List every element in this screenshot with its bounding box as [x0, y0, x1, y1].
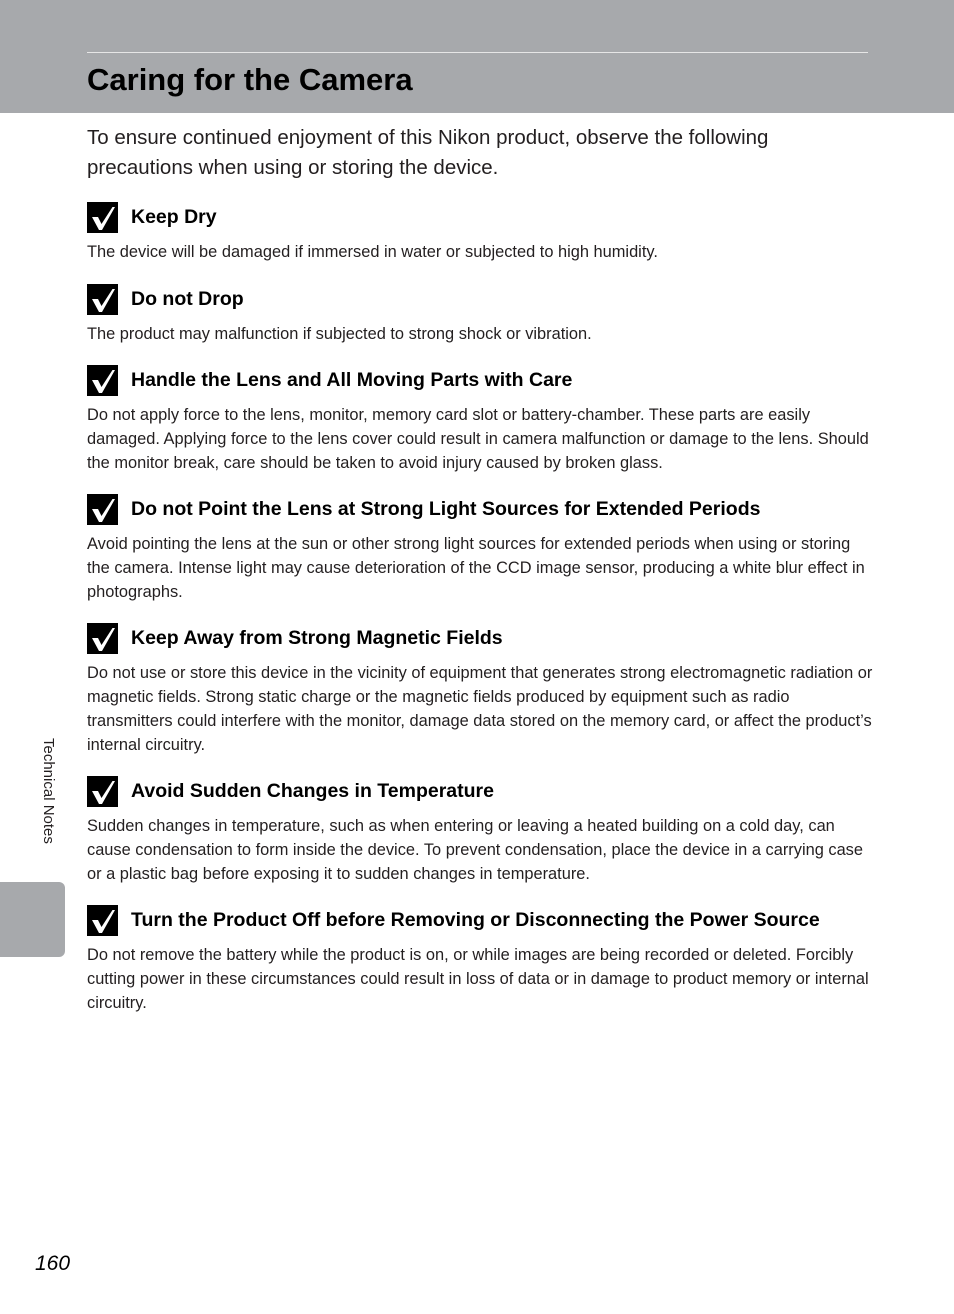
page-number: 160: [35, 1252, 71, 1275]
section-body: The product may malfunction if subjected to strong shock or vibration.: [87, 325, 592, 343]
check-mark-icon: [87, 365, 118, 396]
intro-paragraph: To ensure continued enjoyment of this Nikon product, observe the following precautions when using or storing the device.: [87, 126, 769, 179]
section-power-source: [87, 903, 877, 1015]
section-heading: [87, 774, 877, 808]
check-mark-icon: [87, 776, 118, 807]
section-body: Sudden changes in temperature, such as when entering or leaving a heated building on a cold day, can cause condensation to form inside the device. To prevent condensation, place the device in a carrying case or a plastic bag before exposing it to sudden changes in temperature.: [87, 817, 863, 883]
header-rule: [87, 52, 868, 53]
section-magnetic-fields: [87, 621, 877, 757]
check-mark-icon: [87, 202, 118, 233]
section-title: Handle the Lens and All Moving Parts with Care: [131, 368, 573, 391]
side-tab: [0, 882, 65, 957]
section-heading: [87, 903, 877, 937]
section-title: Keep Dry: [131, 205, 217, 228]
section-title: Turn the Product Off before Removing or Disconnecting the Power Source: [131, 908, 820, 931]
section-title: Avoid Sudden Changes in Temperature: [131, 779, 494, 802]
section-handle-lens: [87, 363, 877, 475]
check-mark-icon: [87, 284, 118, 315]
section-do-not-drop: [87, 282, 877, 346]
section-heading: [87, 282, 877, 316]
section-body: Avoid pointing the lens at the sun or other strong light sources for extended periods when using or storing the camera. Intense light may cause deterioration of the CCD image sensor, producing a white blur effect in photographs.: [87, 535, 865, 601]
section-body: Do not apply force to the lens, monitor, memory card slot or battery-chamber. These parts are easily damaged. Applying force to the lens cover could result in camera malfunction or damage to the lens. Should the monitor break, care should be taken to avoid injury caused by broken glass.: [87, 406, 869, 472]
section-heading: [87, 200, 877, 234]
section-title: Do not Point the Lens at Strong Light Sources for Extended Periods: [131, 497, 761, 520]
check-mark-icon: [87, 494, 118, 525]
section-heading: [87, 492, 877, 526]
section-body: Do not use or store this device in the vicinity of equipment that generates strong electromagnetic radiation or magnetic fields. Strong static charge or the magnetic fields produced by equipment such as radio transmitters could interfere with the monitor, damage data stored on the memory card, or affect the product’s internal circuitry.: [87, 664, 873, 754]
side-section-label: Technical Notes: [40, 738, 57, 844]
section-title: Keep Away from Strong Magnetic Fields: [131, 626, 503, 649]
section-title: Do not Drop: [131, 287, 244, 310]
section-body: The device will be damaged if immersed in water or subjected to high humidity.: [87, 243, 658, 261]
check-mark-icon: [87, 905, 118, 936]
section-heading: [87, 363, 877, 397]
section-keep-dry: [87, 200, 877, 264]
section-body: Do not remove the battery while the product is on, or while images are being recorded or deleted. Forcibly cutting power in these circumstances could result in loss of data or in damage to product memory or internal circuitry.: [87, 946, 869, 1012]
page-title: Caring for the Camera: [87, 62, 413, 97]
section-temperature: [87, 774, 877, 886]
section-heading: [87, 621, 877, 655]
section-strong-light: [87, 492, 877, 604]
check-mark-icon: [87, 623, 118, 654]
